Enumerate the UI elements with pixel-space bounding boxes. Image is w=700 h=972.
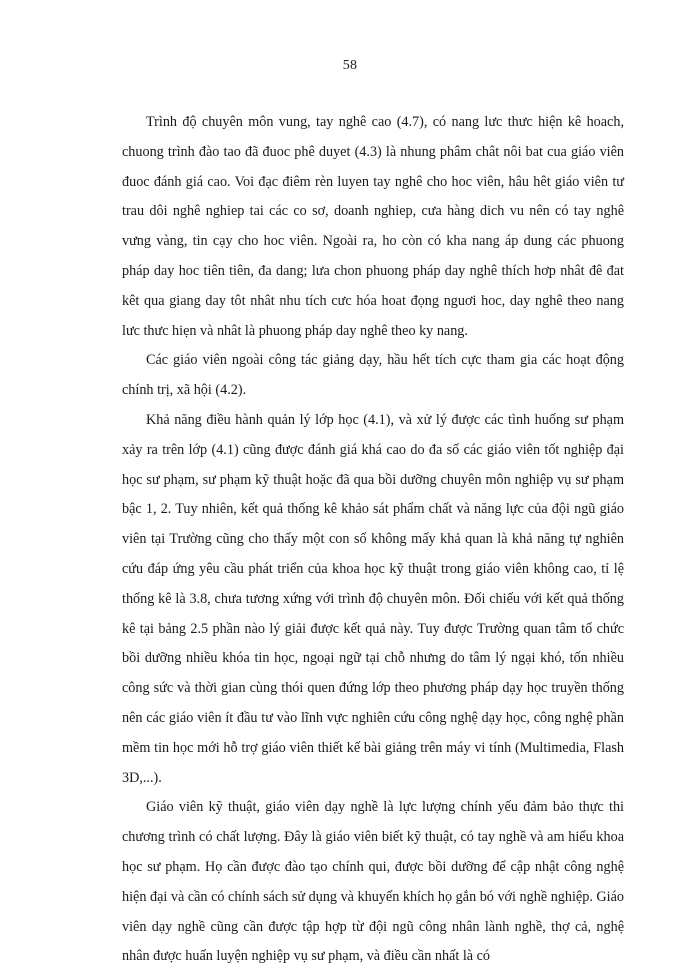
page-number: 58 [342, 58, 358, 73]
paragraph-technical-teachers: Giáo viên kỹ thuật, giáo viên dạy nghề là lực lượng chính yếu đảm bảo thực thi chương trình có chất lượng. Đây là giáo viên biết kỹ thuật, có tay nghề và am hiểu khoa học sư phạm. Họ cần được đào tạo chính qui, được bồi dưỡng để cập nhật công nghệ hiện đại và cần có chính sách sử dụng và khuyến khích họ gắn bó với nghề nghiệp. Giáo viên dạy nghề cũng cần được tập hợp từ đội ngũ công nhân lành nghề, thợ cả, nghệ nhân được huấn luyện nghiệp vụ sư phạm, và điều cần nhất là có [122, 799, 624, 965]
body-text [122, 108, 624, 972]
paragraph-teacher-qualifications: Trình độ chuyên môn vung, tay nghê cao (4.7), có nang lưc thưc hiện kê hoach, chuong trình đào tao đã đuoc phê duyet (4.3) là nhung phâm chât nôi bat cua giáo viên đuoc đánh giá cao. Voi đạc điêm rèn luyen tay nghê cho hoc viên, hâu hêt giáo viên tư trau dôi nghê nghiep tai các co sơ, doanh nghiep, cưa hàng dich vu nên có tay nghê vưng vàng, tin cạy cho hoc viên. Ngoài ra, ho còn có kha nang áp dung các phuong pháp day hoc tiên tiên, đa dang; lưa chon phuong pháp day nghê thích hơp nhât đê đat kêt qua giang day tôt nhât nhu tích cưc hóa hoat đọng nguơi hoc, day nghê theo nang lưc thưc hiẹn và nhât là phuong pháp day nghê theo ky nang. [122, 114, 624, 339]
paragraph-class-management: Khả năng điều hành quản lý lớp học (4.1), và xử lý được các tình huống sư phạm xảy ra trên lớp (4.1) cũng được đánh giá khá cao do đa số các giáo viên tốt nghiệp đại học sư phạm, sư phạm kỹ thuật hoặc đã qua bồi dưỡng chuyên môn nghiệp vụ sư phạm bậc 1, 2. Tuy nhiên, kết quả thống kê khảo sát phẩm chất và năng lực của đội ngũ giáo viên tại Trường cũng cho thấy một con số không mấy khả quan là khả năng tự nghiên cứu đáp ứng yêu cầu phát triển của khoa học kỹ thuật trong giáo viên không cao, tỉ lệ thống kê là 3.8, chưa tương xứng với trình độ chuyên môn. Đối chiếu với kết quả thống kê tại bảng 2.5 phần nào lý giải được kết quả này. Tuy được Trường quan tâm tổ chức bồi dưỡng nhiều khóa tin học, ngoại ngữ tại chỗ nhưng do tâm lý ngại khó, tốn nhiều công sức và thời gian cùng thói quen đứng lớp theo phương pháp dạy học truyền thống nên các giáo viên ít đầu tư vào lĩnh vực nghiên cứu công nghệ dạy học, công nghệ phần mềm tin học mới hỗ trợ giáo viên thiết kế bài giảng trên máy vi tính (Multimedia, Flash 3D,...). [122, 411, 624, 786]
paragraph-social-activities: Các giáo viên ngoài công tác giảng dạy, hầu hết tích cực tham gia các hoạt động chính trị, xã hội (4.2). [122, 352, 624, 399]
